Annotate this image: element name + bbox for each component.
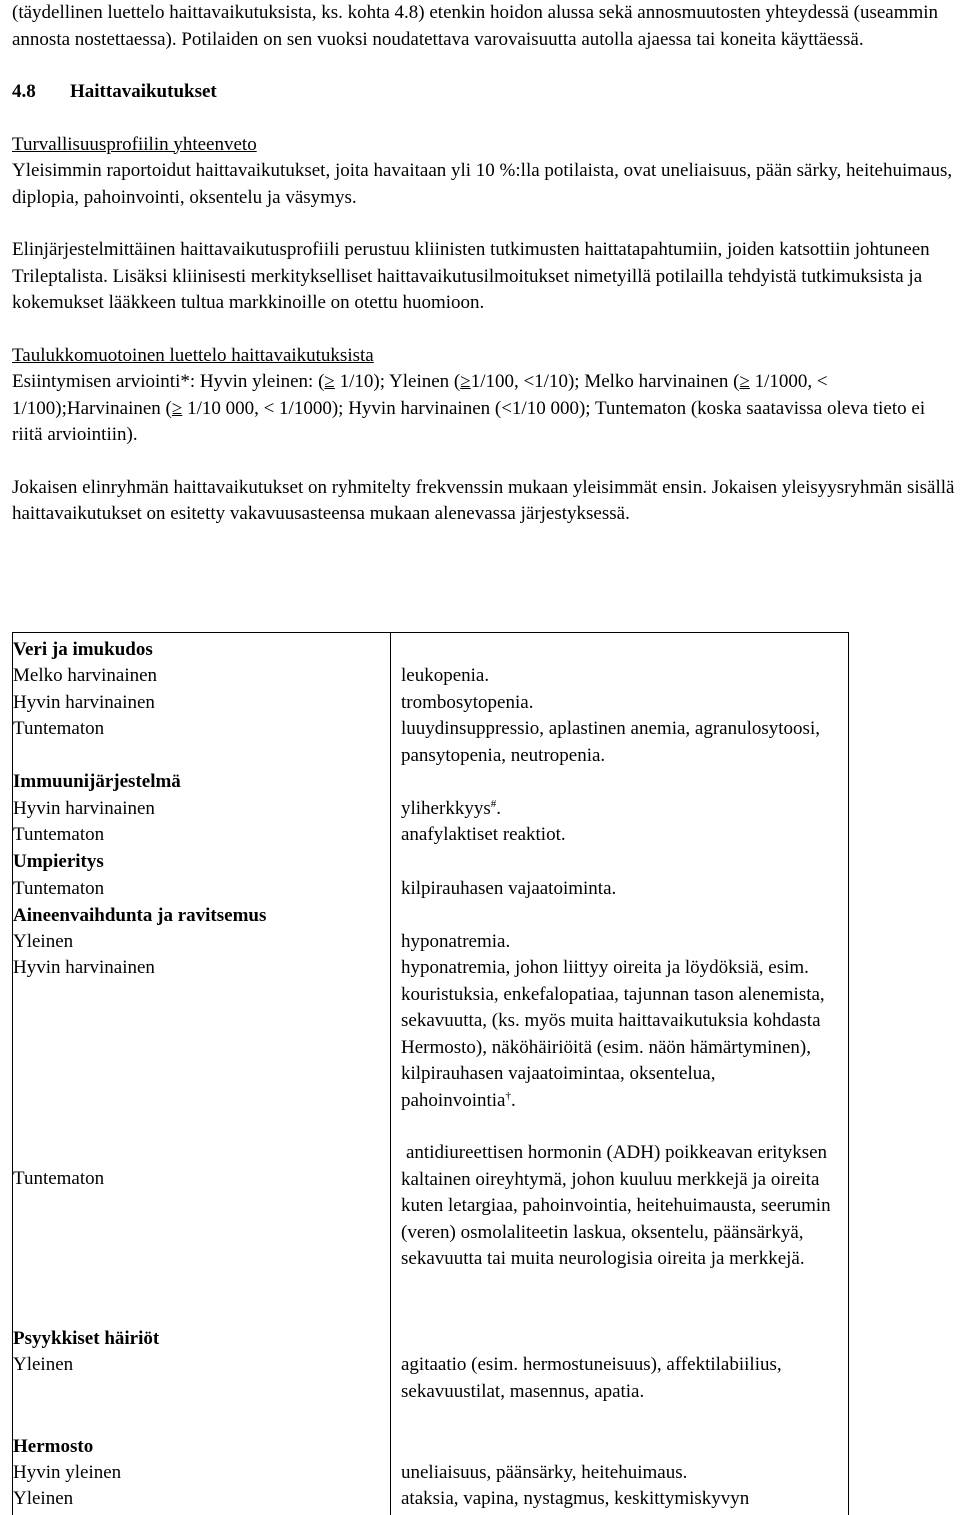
effect-cell: leukopenia. xyxy=(401,665,490,686)
organ-class-immune: Immuunijärjestelmä xyxy=(13,771,181,792)
effect-cell: hyponatremia. xyxy=(401,931,511,952)
organ-class-psych: Psyykkiset häiriöt xyxy=(13,1328,160,1349)
frequency-cell: Tuntematon xyxy=(13,1168,105,1189)
section-heading xyxy=(12,79,960,106)
frequency-cell: Melko harvinainen xyxy=(13,665,158,686)
table-divider xyxy=(390,633,391,1515)
effect-cell: agitaatio (esim. hermostuneisuus), affektilabiilius, sekavuustilat, masennus, apatia. xyxy=(401,1354,782,1402)
frequency-cell: Hyvin harvinainen xyxy=(13,798,155,819)
frequency-cell: Yleinen xyxy=(13,931,74,952)
effect-cell: antidiureettisen hormonin (ADH) poikkeavan erityksen kaltainen oireyhtymä, johon kuuluu merkkejä ja oireita kuten letargiaa, pahoinvointia, heitehuimausta, seerumin (veren) osmolaliteetin laskua, oksentelu, päänsärkyä, sekavuutta tai muita neurologisia oireita ja merkkejä. xyxy=(401,1142,831,1269)
effect-cell: ataksia, vapina, nystagmus, keskittymiskyvyn xyxy=(401,1488,750,1509)
effect-cell: trombosytopenia. xyxy=(401,692,534,713)
organ-class-endocrine: Umpieritys xyxy=(13,851,104,872)
section-title: Haittavaikutukset xyxy=(70,81,217,102)
tabulated-heading: Taulukkomuotoinen luettelo haittavaikutuksista xyxy=(12,344,374,366)
organ-class-metabolism: Aineenvaihdunta ja ravitsemus xyxy=(13,905,267,926)
frequency-cell: Yleinen xyxy=(13,1354,74,1375)
organ-class-nervous: Hermosto xyxy=(13,1436,94,1457)
intro-paragraph: (täydellinen luettelo haittavaikutuksista, ks. kohta 4.8) etenkin hoidon alussa sekä annosmuutosten yhteydessä (useammin annosta nostettaessa). Potilaiden on sen vuoksi noudatettava varovaisuutta autolla ajaessa tai koneita käyttäessä. xyxy=(12,2,939,50)
document-page xyxy=(12,0,960,1509)
effect-cell: kilpirauhasen vajaatoiminta. xyxy=(401,878,617,899)
effect-cell: anafylaktiset reaktiot. xyxy=(401,824,566,845)
grouping-paragraph: Jokaisen elinryhmän haittavaikutukset on ryhmitelty frekvenssin mukaan yleisimmät ensin. Jokaisen yleisyysryhmän sisällä haittavaikutukset on esitetty vakavuusasteensa mukaan alenevassa järjestyksessä. xyxy=(12,476,955,524)
effect-cell: hyponatremia, johon liittyy oireita ja löydöksiä, esim. kouristuksia, enkefalopatiaa, tajunnan tason alenemista, sekavuutta, (ks. myös muita haittavaikutuksia kohdasta Hermosto), näköhäiriöitä (esim. näön hämärtyminen), kilpirauhasen vajaatoimintaa, oksentelua, pahoinvointia†. xyxy=(401,957,825,1111)
frequency-cell: Tuntematon xyxy=(13,878,105,899)
summary-text: Yleisimmin raportoidut haittavaikutukset, joita havaitaan yli 10 %:lla potilaista, ovat uneliaisuus, pään särky, heitehuimaus, diplopia, pahoinvointi, oksentelu ja väsymys. xyxy=(12,160,953,208)
organ-class-blood: Veri ja imukudos xyxy=(13,639,153,660)
frequency-cell: Hyvin yleinen xyxy=(13,1462,122,1483)
frequency-definition: Esiintymisen arviointi*: Hyvin yleinen: (≥ 1/10); Yleinen (≥1/100, <1/10); Melko harvinainen (≥ 1/1000, < 1/100);Harvinainen (≥ 1/10 000, < 1/1000); Hyvin harvinainen (<1/10 000); Tuntematon (koska saatavissa oleva tieto ei riitä arviointiin). xyxy=(12,371,926,445)
frequency-cell: Hyvin harvinainen xyxy=(13,957,155,978)
frequency-cell: Tuntematon xyxy=(13,824,105,845)
adverse-effects-table xyxy=(12,632,849,1515)
effect-cell: luuydinsuppressio, aplastinen anemia, agranulosytoosi, pansytopenia, neutropenia. xyxy=(401,718,820,766)
profile-paragraph: Elinjärjestelmittäinen haittavaikutusprofiili perustuu kliinisten tutkimusten haittatapahtumiin, joiden katsottiin johtuneen Trileptalista. Lisäksi kliinisesti merkitykselliset haittavaikutusilmoitukset nimetyillä potilailla tehdyistä tutkimuksista ja kokemukset lääkkeen tultua markkinoille on otettu huomioon. xyxy=(12,239,930,313)
effect-cell: uneliaisuus, päänsärky, heitehuimaus. xyxy=(401,1462,688,1483)
frequency-cell: Hyvin harvinainen xyxy=(13,692,155,713)
frequency-cell: Yleinen xyxy=(13,1488,74,1509)
effect-cell: yliherkkyys#. xyxy=(401,798,501,819)
frequency-cell: Tuntematon xyxy=(13,718,105,739)
summary-heading: Turvallisuusprofiilin yhteenveto xyxy=(12,133,257,155)
section-number: 4.8 xyxy=(12,81,36,102)
